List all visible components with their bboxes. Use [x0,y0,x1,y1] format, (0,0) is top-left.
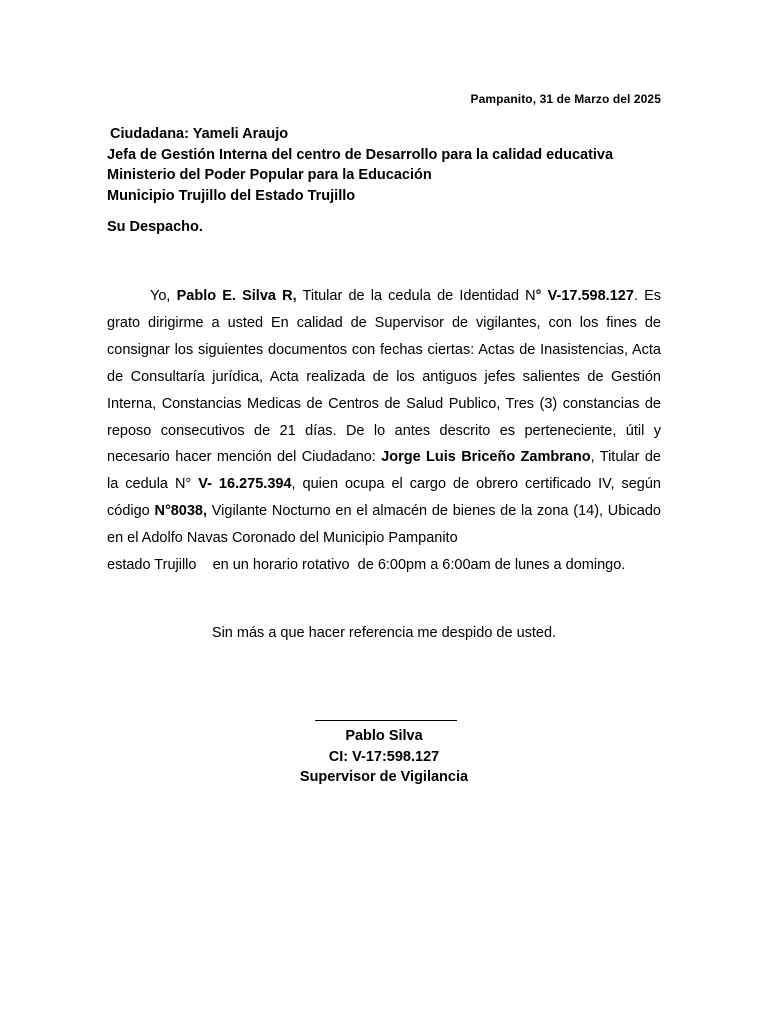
addressee-position: Jefa de Gestión Interna del centro de Desarrollo para la calidad educativa [107,146,614,163]
addressee-ministry: Ministerio del Poder Popular para la Educación [107,167,432,183]
addressee-block [107,124,687,206]
letter-body [107,283,661,579]
body-text-7: estado Trujillo en un horario rotativo de 6:00pm a 6:00am de lunes a domingo. [107,557,626,574]
employee-name: Jorge Luis Briceño Zambrano [381,449,591,466]
letter-date: Pampanito, 31 de Marzo del 2025 [470,92,661,106]
body-text-5: , quien ocupa el cargo de obrero certificado IV, según código [107,476,661,520]
employee-id: V- 16.275.394 [198,476,292,493]
author-id: ° V-17.598.127 [535,288,634,304]
addressee-municipality: Municipio Trujillo del Estado Trujillo [107,187,356,204]
salutation: Su Despacho. [107,219,203,235]
signature-title: Supervisor de Vigilancia [299,769,469,785]
closing-line: Sin más a que hacer referencia me despido de usted. [211,625,557,641]
body-text-4: , Titular de la cedula N° [107,449,661,493]
addressee-name: Ciudadana: Yameli Araujo [110,126,289,142]
body-text-6: Vigilante Nocturno en el almacén de bienes de la zona (14), Ubicado en el Adolfo Navas Coronado del Municipio Pampanito [107,503,661,547]
body-text-2: Titular de la cedula de Identidad N [296,288,536,304]
signature-ci: CI: V-17:598.127 [328,748,440,765]
employee-code: N°8038, [154,503,208,520]
signature-line [315,720,457,721]
signature-name: Pablo Silva [345,728,423,744]
author-name: Pablo E. Silva R, [176,288,297,304]
signature-block [0,726,768,788]
body-text-1: Yo, [150,288,177,304]
body-text-3: . Es grato dirigirme a usted En calidad de Supervisor de vigilantes, con los fines de consignar los siguientes documentos con fechas ciertas: Actas de Inasistencias, Acta de Consultaría jurídica, Acta realizada de los antiguos jefes salientes de Gestión Interna, Constancias Medicas de Centros de Salud Publico, Tres (3) constancias de reposo consecutivos de 21 días. De lo antes descrito es perteneciente, útil y necesario hacer mención del Ciudadano: [107,288,662,466]
